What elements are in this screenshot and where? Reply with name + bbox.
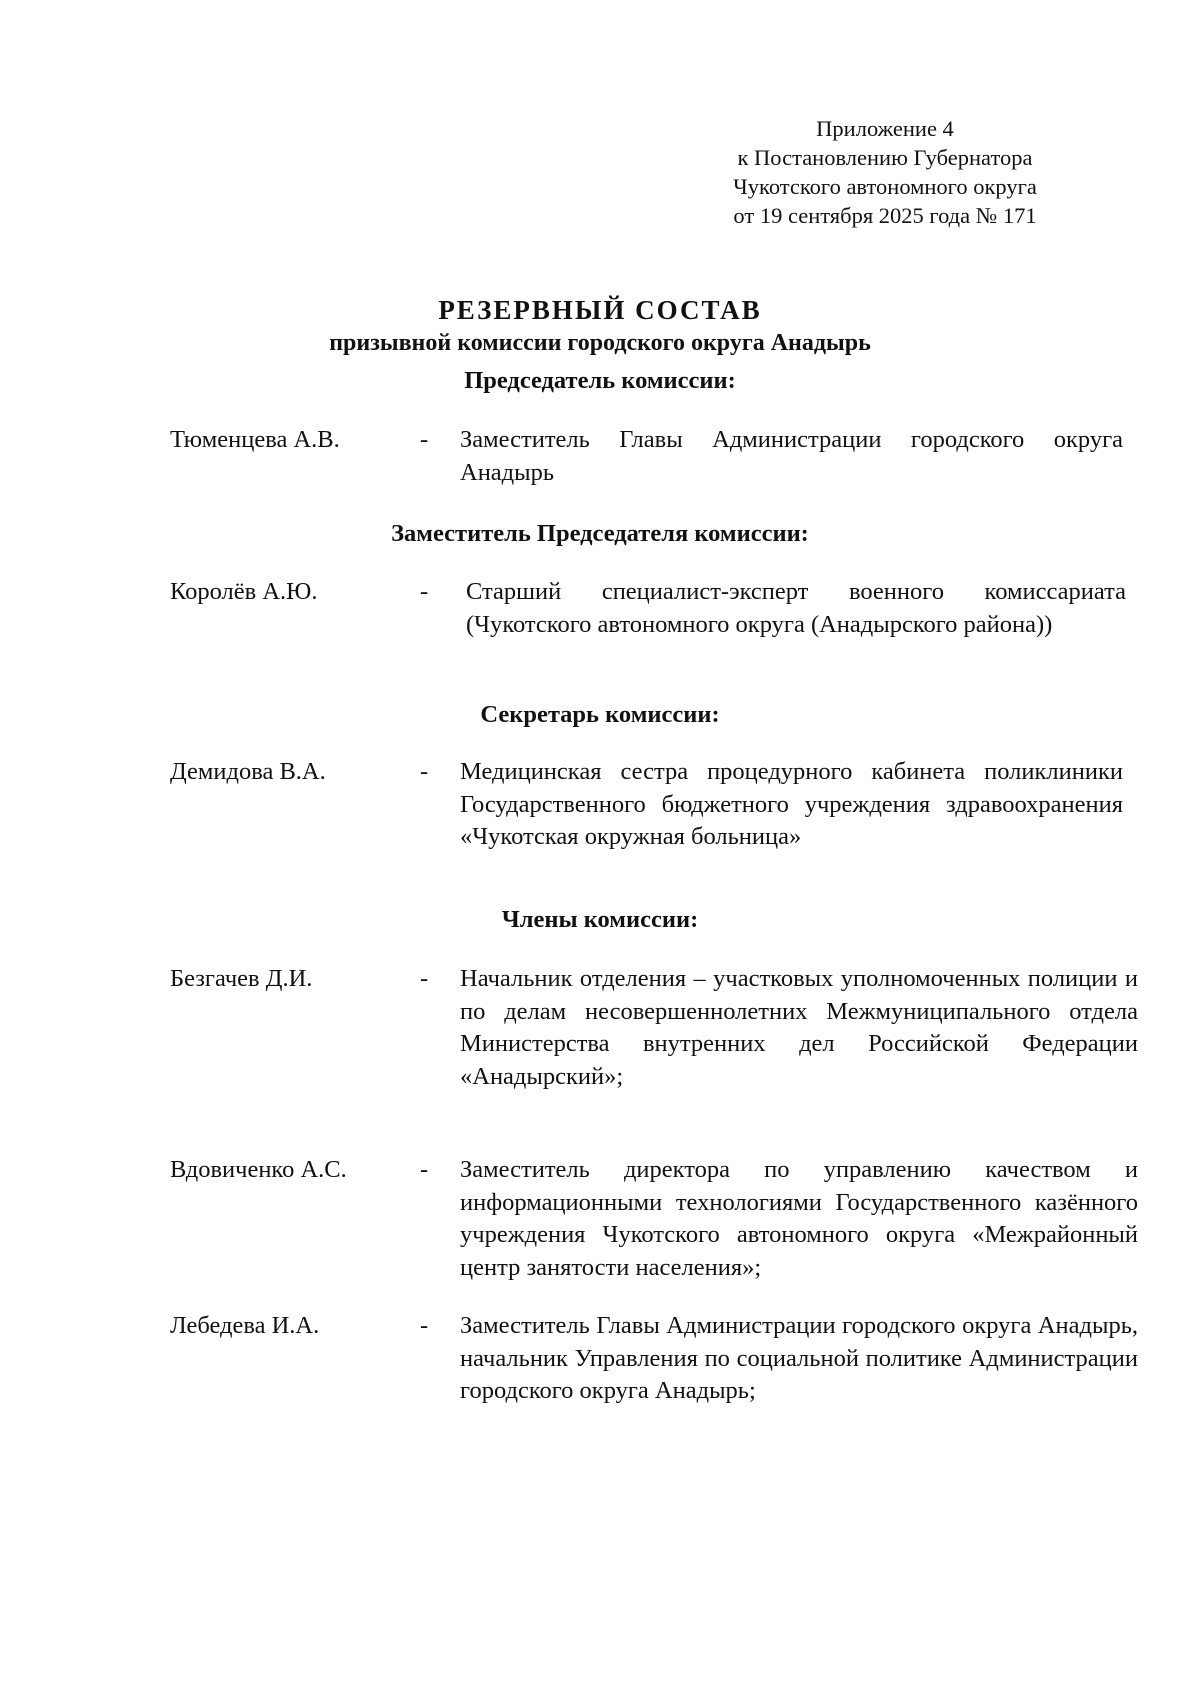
entry-description: Заместитель Главы Администрации городского округа Анадырь, начальник Управления по социальной политике Администрации городского округа Анадырь;: [460, 1312, 1138, 1404]
entry-name: Безгачев Д.И.: [170, 965, 313, 992]
entry-name: Лебедева И.А.: [170, 1312, 320, 1339]
entry-description: Заместитель директора по управлению качеством и информационными технологиями Государственного казённого учреждения Чукотского автономного округа «Межрайонный центр занятости населения»;: [460, 1156, 1138, 1281]
annex-line-4: от 19 сентября 2025 года № 171: [733, 203, 1037, 228]
entry-dash: -: [420, 965, 429, 992]
entry-dash: -: [420, 1156, 429, 1183]
title-main: РЕЗЕРВНЫЙ СОСТАВ: [438, 295, 762, 325]
entry-dash: -: [420, 1312, 429, 1339]
heading-deputy: Заместитель Председателя комиссии:: [391, 520, 809, 547]
entry-description: Старший специалист-эксперт военного комиссариата (Чукотского автономного округа (Анадырского района)): [466, 578, 1126, 638]
heading-chairman: Председатель комиссии:: [464, 367, 736, 394]
heading-members: Члены комиссии:: [501, 906, 699, 933]
annex-block: [690, 114, 1080, 230]
entry-name: Королёв А.Ю.: [170, 578, 318, 605]
heading-secretary: Секретарь комиссии:: [480, 701, 720, 728]
entry-description: Медицинская сестра процедурного кабинета поликлиники Государственного бюджетного учреждения здравоохранения «Чукотская окружная больница»: [460, 758, 1123, 850]
entry-name: Вдовиченко А.С.: [170, 1156, 347, 1183]
entry-description: Заместитель Главы Администрации городского округа Анадырь: [460, 426, 1123, 486]
title-sub: призывной комиссии городского округа Анадырь: [329, 330, 871, 356]
entry-dash: -: [420, 758, 429, 785]
document-title: [0, 293, 1200, 359]
annex-line-2: к Постановлению Губернатора: [737, 145, 1033, 170]
annex-line-3: Чукотского автономного округа: [733, 174, 1037, 199]
entry-name: Тюменцева А.В.: [170, 426, 340, 453]
entry-description: Начальник отделения – участковых уполномоченных полиции и по делам несовершеннолетних Межмуниципального отдела Министерства внутренних дел Российской Федерации «Анадырский»;: [460, 965, 1138, 1090]
annex-line-1: Приложение 4: [816, 116, 954, 141]
entry-dash: -: [420, 578, 429, 605]
entry-dash: -: [420, 426, 429, 453]
entry-name: Демидова В.А.: [170, 758, 326, 785]
